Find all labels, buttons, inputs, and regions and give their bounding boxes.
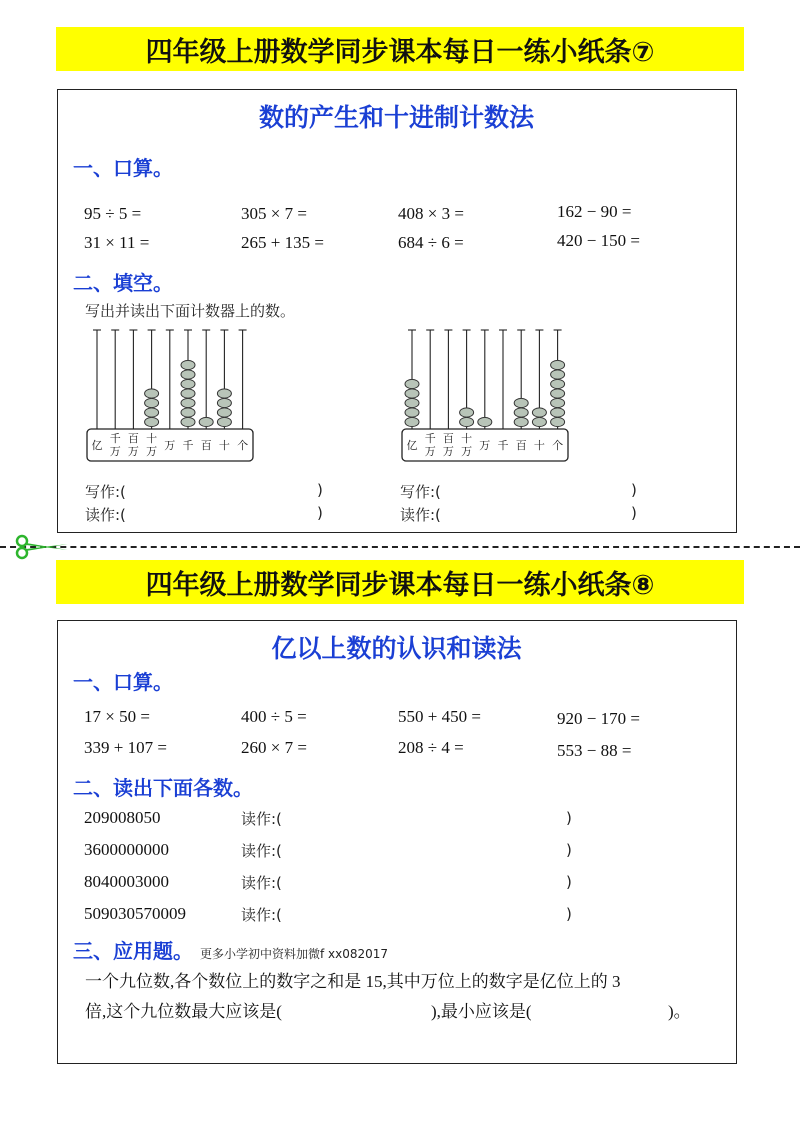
- instruction-text: 写出并读出下面计数器上的数。: [85, 302, 296, 320]
- worksheet-7: [57, 89, 737, 533]
- abacus-place-label: 亿: [406, 439, 418, 452]
- section-oral-7: 一、口算。: [73, 156, 173, 180]
- oral-item: 550 + 450 =: [398, 707, 481, 726]
- close-paren: ): [317, 481, 323, 499]
- abacus-place-label: 千: [497, 439, 509, 452]
- abacus-bead: [217, 417, 231, 426]
- abacus-bead: [532, 417, 546, 426]
- abacus-bead: [181, 389, 195, 398]
- oral-item: 684 ÷ 6 =: [398, 233, 464, 252]
- abacus-bead: [405, 417, 419, 426]
- abacus-bead: [181, 417, 195, 426]
- banner-sheet-8: 四年级上册数学同步课本每日一练小纸条⑧: [56, 560, 744, 604]
- section-problem-8: [73, 935, 388, 964]
- problem-line-2-c: )。: [668, 1002, 691, 1021]
- abacus-place-label: 十: [218, 439, 230, 452]
- abacus-bead: [514, 408, 528, 417]
- abacus-bead: [181, 370, 195, 379]
- abacus-bead: [460, 417, 474, 426]
- abacus-bead: [551, 417, 565, 426]
- problem-line-2-a: 倍,这个九位数最大应该是(: [85, 1002, 282, 1021]
- oral-item: 31 × 11 =: [84, 233, 150, 252]
- abacus-place-label: 百: [515, 439, 527, 452]
- abacus-2: [401, 326, 571, 466]
- abacus-bead: [145, 398, 159, 407]
- abacus-bead: [514, 417, 528, 426]
- abacus-bead: [551, 360, 565, 369]
- worksheet-8-title: 亿以上数的认识和读法: [271, 634, 522, 663]
- oral-item: 260 × 7 =: [241, 738, 307, 757]
- read-label: 读作:(: [241, 906, 282, 924]
- abacus-bead: [514, 398, 528, 407]
- write-label: 写作:(: [400, 483, 441, 501]
- abacus-bead: [145, 389, 159, 398]
- read-label: 读作:(: [85, 506, 126, 524]
- write-label: 写作:(: [85, 483, 126, 501]
- abacus-bead: [478, 417, 492, 426]
- oral-item: 408 × 3 =: [398, 204, 464, 223]
- scissors-icon: [14, 534, 70, 560]
- oral-item: 265 + 135 =: [241, 233, 324, 252]
- abacus-bead: [532, 408, 546, 417]
- oral-item: 208 ÷ 4 =: [398, 738, 464, 757]
- abacus-bead: [145, 417, 159, 426]
- section-oral-8: 一、口算。: [73, 670, 173, 694]
- close-paren: ): [631, 504, 637, 522]
- abacus-bead: [460, 408, 474, 417]
- abacus-place-label: 百: [200, 439, 212, 452]
- oral-item: 339 + 107 =: [84, 738, 167, 757]
- abacus-bead: [199, 417, 213, 426]
- oral-item: 400 ÷ 5 =: [241, 707, 307, 726]
- abacus-bead: [217, 389, 231, 398]
- section-fill-7: 二、填空。: [73, 271, 173, 295]
- section-problem-label: 三、应用题。: [73, 939, 193, 963]
- abacus-bead: [551, 398, 565, 407]
- abacus-place-label: 千万: [109, 432, 121, 458]
- cut-line: [0, 546, 800, 548]
- close-paren: ): [631, 481, 637, 499]
- abacus-bead: [181, 360, 195, 369]
- close-paren: ): [566, 809, 572, 827]
- promo-note: 更多小学初中资料加微f xx082017: [199, 947, 389, 961]
- oral-item: 553 − 88 =: [557, 741, 632, 760]
- number-item: 509030570009: [84, 904, 186, 923]
- close-paren: ): [566, 905, 572, 923]
- banner-sheet-7: 四年级上册数学同步课本每日一练小纸条⑦: [56, 27, 744, 71]
- oral-item: 162 − 90 =: [557, 202, 632, 221]
- abacus-1: [86, 326, 256, 466]
- abacus-bead: [217, 408, 231, 417]
- abacus-place-label: 十万: [461, 432, 473, 458]
- close-paren: ): [566, 873, 572, 891]
- oral-item: 95 ÷ 5 =: [84, 204, 142, 223]
- abacus-place-label: 百万: [127, 432, 139, 458]
- oral-item: 420 − 150 =: [557, 231, 640, 250]
- oral-item: 920 − 170 =: [557, 709, 640, 728]
- abacus-bead: [551, 379, 565, 388]
- abacus-place-label: 万: [479, 439, 491, 452]
- oral-item: 305 × 7 =: [241, 204, 307, 223]
- abacus-bead: [551, 370, 565, 379]
- abacus-place-label: 个: [552, 439, 564, 452]
- worksheet-8: [57, 620, 737, 1064]
- read-label: 读作:(: [241, 810, 282, 828]
- abacus-bead: [551, 389, 565, 398]
- read-label: 读作:(: [400, 506, 441, 524]
- abacus-place-label: 亿: [91, 439, 103, 452]
- problem-line-1: 一个九位数,各个数位上的数字之和是 15,其中万位上的数字是亿位上的 3: [85, 972, 621, 991]
- abacus-bead: [405, 389, 419, 398]
- abacus-place-label: 个: [237, 439, 249, 452]
- abacus-bead: [405, 398, 419, 407]
- abacus-place-label: 千: [182, 439, 194, 452]
- problem-line-2-b: ),最小应该是(: [431, 1002, 532, 1021]
- number-item: 3600000000: [84, 840, 169, 859]
- abacus-place-label: 十: [533, 439, 545, 452]
- abacus-bead: [217, 398, 231, 407]
- read-label: 读作:(: [241, 842, 282, 860]
- abacus-bead: [181, 398, 195, 407]
- number-item: 8040003000: [84, 872, 169, 891]
- abacus-place-label: 千万: [424, 432, 436, 458]
- abacus-bead: [181, 379, 195, 388]
- abacus-bead: [551, 408, 565, 417]
- worksheet-7-title: 数的产生和十进制计数法: [258, 103, 534, 132]
- section-read-8: 二、读出下面各数。: [73, 776, 253, 800]
- abacus-place-label: 百万: [442, 432, 454, 458]
- close-paren: ): [317, 504, 323, 522]
- oral-item: 17 × 50 =: [84, 707, 150, 726]
- abacus-place-label: 万: [164, 439, 176, 452]
- abacus-bead: [145, 408, 159, 417]
- abacus-bead: [181, 408, 195, 417]
- abacus-bead: [405, 379, 419, 388]
- abacus-place-label: 十万: [146, 432, 158, 458]
- abacus-bead: [405, 408, 419, 417]
- read-label: 读作:(: [241, 874, 282, 892]
- close-paren: ): [566, 841, 572, 859]
- number-item: 209008050: [84, 808, 161, 827]
